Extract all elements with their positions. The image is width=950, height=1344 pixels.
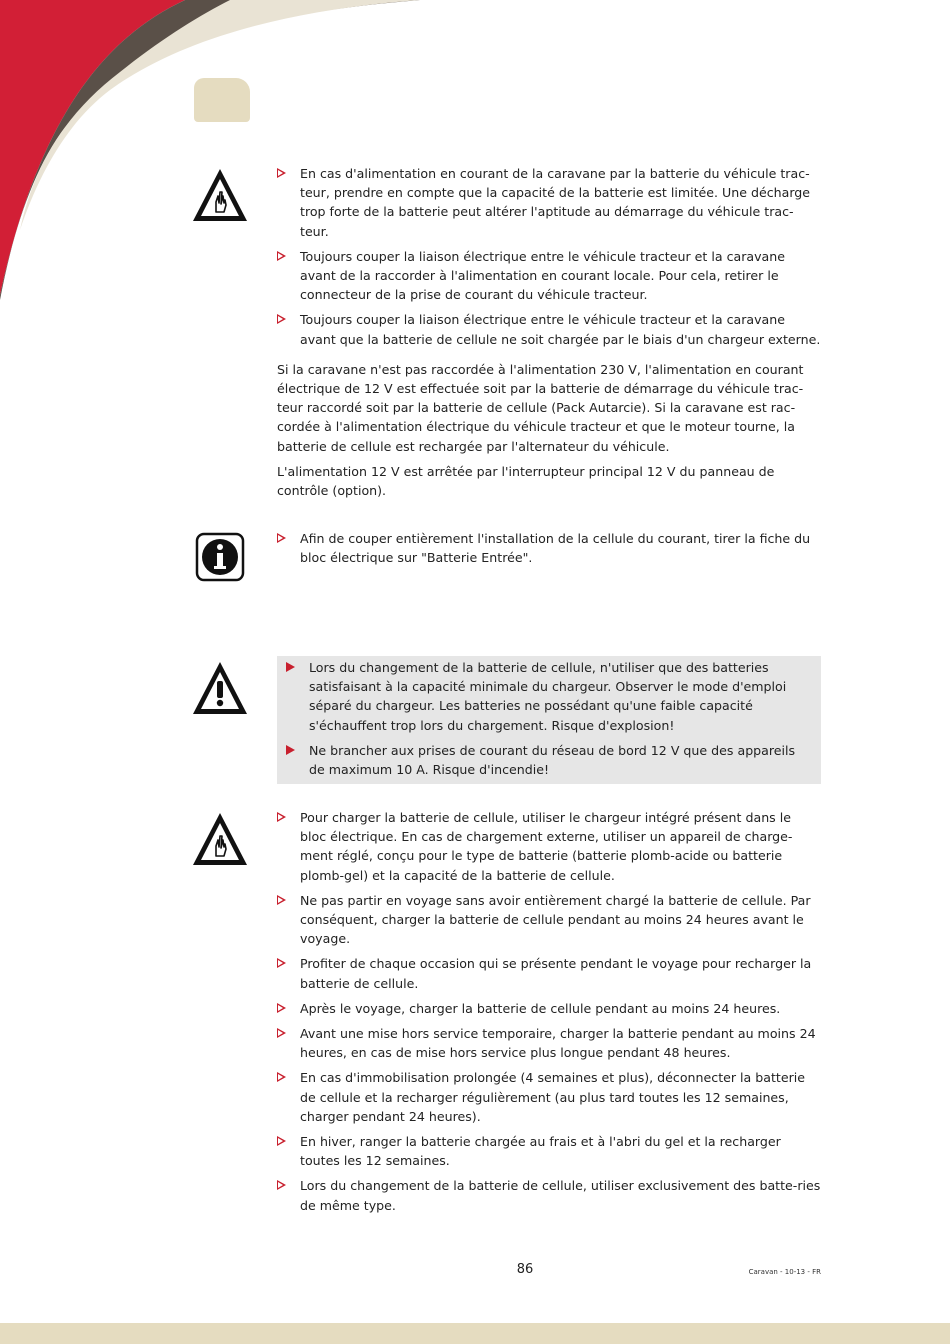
arrow-bullet-icon (277, 251, 286, 261)
paragraph: L'alimentation 12 V est arrêtée par l'interrupteur principal 12 V du panneau de contrôle (option). (277, 463, 775, 499)
section-2 (277, 529, 821, 573)
arrow-bullet-icon (277, 895, 286, 905)
bottom-band (0, 1323, 950, 1344)
list-item: Avant une mise hors service temporaire, charger la batterie pendant au moins 24 heures, en cas de mise hors service plus longue pendant 48 heures. (277, 1024, 821, 1062)
section-1 (277, 164, 821, 506)
page-number: 86 (516, 1262, 534, 1277)
arrow-bullet-icon (277, 1028, 286, 1038)
warning-box (277, 656, 821, 784)
list-item: En hiver, ranger la batterie chargée au frais et à l'abri du gel et la recharger toutes les 12 semaines. (277, 1132, 821, 1170)
arrow-bullet-icon (277, 168, 286, 178)
list-item: Après le voyage, charger la batterie de cellule pendant au moins 24 heures. (277, 999, 821, 1018)
arrow-bullet-icon (277, 958, 286, 968)
exclamation-warning-icon (191, 659, 249, 717)
solid-arrow-bullet-icon (286, 662, 295, 672)
arrow-bullet-icon (277, 812, 286, 822)
list-item: Afin de couper entièrement l'installation de la cellule du courant, tirer la fiche du bloc électrique sur "Batterie Entrée". (277, 529, 821, 567)
section-4 (277, 808, 821, 1221)
list-item: Lors du changement de la batterie de cellule, n'utiliser que des batteries satisfaisant à la capacité minimale du chargeur. Observer le mode d'emploi séparé du chargeur. Les batteries ne possédant qu'une faible capacité s'échauffent trop lors du chargement. Risque d'explosion! (286, 658, 812, 735)
arrow-bullet-icon (277, 1003, 286, 1013)
list-item: Toujours couper la liaison électrique entre le véhicule tracteur et la caravane avant que la batterie de cellule ne soit chargée par le biais d'un chargeur externe. (277, 310, 821, 348)
hand-warning-icon (191, 166, 249, 224)
hand-warning-icon (191, 810, 249, 868)
info-icon (191, 528, 249, 586)
chapter-tab (194, 78, 250, 122)
arrow-bullet-icon (277, 1180, 286, 1190)
paragraph: Si la caravane n'est pas raccordée à l'alimentation 230 V, l'alimentation en courant électrique de 12 V est effectuée soit par la batterie de démarrage du véhicule trac-teur raccordé soit par la batterie de cellule (Pack Autarcie). Si la caravane est rac-cordée à l'alimentation électrique du véhicule tracteur et que le moteur tourne, la batterie de cellule est rechargée par l'alternateur du véhicule. (277, 361, 804, 454)
list-item: Lors du changement de la batterie de cellule, utiliser exclusivement des batte-ries de même type. (277, 1176, 821, 1214)
list-item: Profiter de chaque occasion qui se présente pendant le voyage pour recharger la batterie de cellule. (277, 954, 821, 992)
arrow-bullet-icon (277, 1136, 286, 1146)
list-item: En cas d'alimentation en courant de la caravane par la batterie du véhicule trac-teur, prendre en compte que la capacité de la batterie est limitée. Une décharge trop forte de la batterie peut altérer l'aptitude au démarrage du véhicule trac-teur. (277, 164, 821, 241)
arrow-bullet-icon (277, 1072, 286, 1082)
list-item: Ne pas partir en voyage sans avoir entièrement chargé la batterie de cellule. Par conséquent, charger la batterie de cellule pendant au moins 24 heures avant le voyage. (277, 891, 821, 949)
list-item: En cas d'immobilisation prolongée (4 semaines et plus), déconnecter la batterie de cellule et la recharger régulièrement (au plus tard toutes les 12 semaines, charger pendant 24 heures). (277, 1068, 821, 1126)
document-reference: Caravan - 10-13 - FR (748, 1268, 821, 1276)
list-item: Pour charger la batterie de cellule, utiliser le chargeur intégré présent dans le bloc électrique. En cas de chargement externe, utiliser un appareil de charge-ment réglé, conçu pour le type de batterie (batterie plomb-acide ou batterie plomb-gel) et la capacité de la batterie de cellule. (277, 808, 821, 885)
list-item: Toujours couper la liaison électrique entre le véhicule tracteur et la caravane avant de la raccorder à l'alimentation en courant locale. Pour cela, retirer le connecteur de la prise de courant du véhicule tracteur. (277, 247, 821, 305)
list-item: Ne brancher aux prises de courant du réseau de bord 12 V que des appareils de maximum 10 A. Risque d'incendie! (286, 741, 812, 779)
arrow-bullet-icon (277, 314, 286, 324)
arrow-bullet-icon (277, 533, 286, 543)
solid-arrow-bullet-icon (286, 745, 295, 755)
